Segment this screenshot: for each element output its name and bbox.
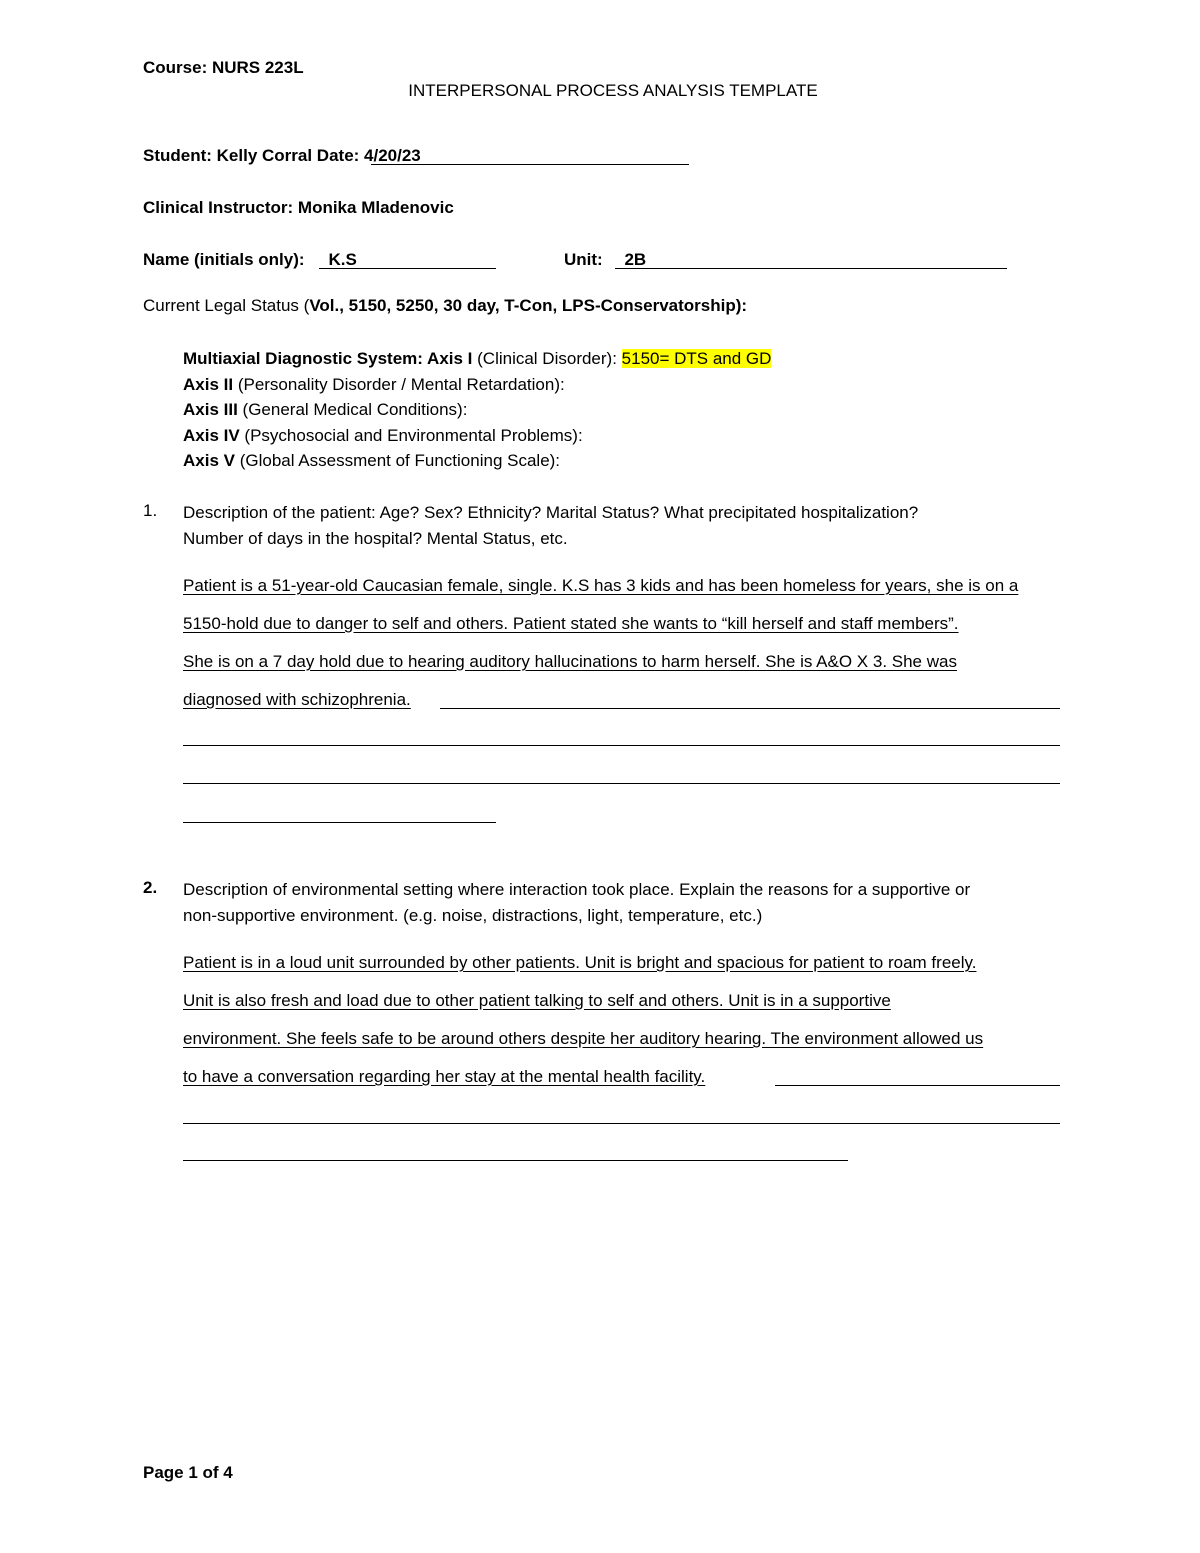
unit-field-line bbox=[615, 268, 1007, 269]
axis-5-desc: (Global Assessment of Functioning Scale): bbox=[234, 451, 561, 470]
course-label: Course: NURS 223L bbox=[143, 58, 304, 77]
document-title: INTERPERSONAL PROCESS ANALYSIS TEMPLATE bbox=[408, 81, 818, 100]
date-value[interactable]: 4/20/23 bbox=[359, 146, 421, 165]
q1-fill-line bbox=[440, 708, 1060, 709]
q2-answer-line: Unit is also fresh and load due to other patient talking to self and others. Unit is in a supportive bbox=[183, 991, 891, 1010]
axis-2-desc: (Personality Disorder / Mental Retardation): bbox=[233, 374, 565, 394]
axis-1-desc: (Clinical Disorder): bbox=[472, 349, 622, 368]
unit-label: Unit: bbox=[564, 250, 603, 269]
q1-answer-line: She is on a 7 day hold due to hearing auditory hallucinations to harm herself. She is A&O X 3. She was bbox=[183, 652, 957, 671]
q2-blank-line bbox=[183, 1160, 848, 1161]
axis-3-desc: (General Medical Conditions): bbox=[237, 400, 468, 419]
date-field-line bbox=[371, 164, 689, 165]
q1-answer-line: 5150-hold due to danger to self and others. Patient stated she wants to “kill herself and staff members”. bbox=[183, 614, 959, 633]
axis-3-label: Axis III bbox=[183, 400, 238, 419]
axis-1-row bbox=[183, 346, 771, 372]
q1-prompt-line-2: Number of days in the hospital? Mental Status, etc. bbox=[183, 528, 568, 548]
q2-answer[interactable] bbox=[183, 953, 983, 1105]
q2-number: 2. bbox=[143, 878, 158, 897]
q1-answer[interactable] bbox=[183, 576, 1018, 728]
q1-answer-line: Patient is a 51-year-old Caucasian female, single. K.S has 3 kids and has been homeless for years, she is on a bbox=[183, 576, 1019, 595]
q1-blank-line bbox=[183, 745, 1060, 746]
q2-prompt-line-1: Description of environmental setting where interaction took place. Explain the reasons for a supportive or bbox=[183, 880, 971, 899]
axis-3-row bbox=[183, 397, 771, 423]
clinical-instructor: Clinical Instructor: Monika Mladenovic bbox=[143, 198, 454, 217]
axis-1-value[interactable]: 5150= DTS and GD bbox=[621, 349, 772, 368]
axis-4-label: Axis IV bbox=[183, 425, 240, 445]
q2-prompt bbox=[183, 877, 970, 928]
q2-answer-line: environment. She feels safe to be around others despite her auditory hearing. The environment allowed us bbox=[183, 1029, 984, 1048]
axis-1-label: Multiaxial Diagnostic System: Axis I bbox=[183, 349, 473, 368]
q1-blank-line bbox=[183, 783, 1060, 784]
page-number: Page 1 of 4 bbox=[143, 1463, 233, 1482]
axis-5-label: Axis V bbox=[183, 451, 235, 470]
axis-4-desc: (Psychosocial and Environmental Problems): bbox=[239, 425, 583, 445]
axis-5-row bbox=[183, 448, 771, 474]
q1-answer-line: diagnosed with schizophrenia. bbox=[183, 690, 411, 709]
q2-fill-line bbox=[775, 1085, 1060, 1086]
q1-blank-line bbox=[183, 822, 496, 823]
legal-status-prefix: Current Legal Status ( bbox=[143, 296, 310, 315]
q2-blank-line bbox=[183, 1123, 1060, 1124]
q2-answer-line: Patient is in a loud unit surrounded by other patients. Unit is bright and spacious for patient to roam freely. bbox=[183, 953, 977, 972]
name-value[interactable]: K.S bbox=[319, 250, 357, 269]
unit-value[interactable]: 2B bbox=[615, 250, 647, 269]
axis-4-row bbox=[183, 423, 771, 449]
multiaxial-block bbox=[183, 346, 771, 474]
name-field-line bbox=[319, 268, 496, 269]
legal-status-options: Vol., 5150, 5250, 30 day, T-Con, LPS-Conservatorship): bbox=[309, 296, 748, 315]
axis-2-row bbox=[183, 372, 771, 398]
q2-answer-line: to have a conversation regarding her stay at the mental health facility. bbox=[183, 1067, 706, 1086]
q1-prompt-line-1: Description of the patient: Age? Sex? Ethnicity? Marital Status? What precipitated hospitalization? bbox=[183, 503, 919, 522]
q1-number: 1. bbox=[143, 501, 158, 520]
axis-2-label: Axis II bbox=[183, 374, 234, 394]
student-label: Student: Kelly Corral Date: bbox=[143, 146, 360, 165]
q1-prompt bbox=[183, 500, 918, 551]
legal-status bbox=[143, 295, 747, 317]
name-label: Name (initials only): bbox=[143, 250, 305, 269]
q2-prompt-line-2: non-supportive environment. (e.g. noise, distractions, light, temperature, etc.) bbox=[183, 905, 763, 925]
